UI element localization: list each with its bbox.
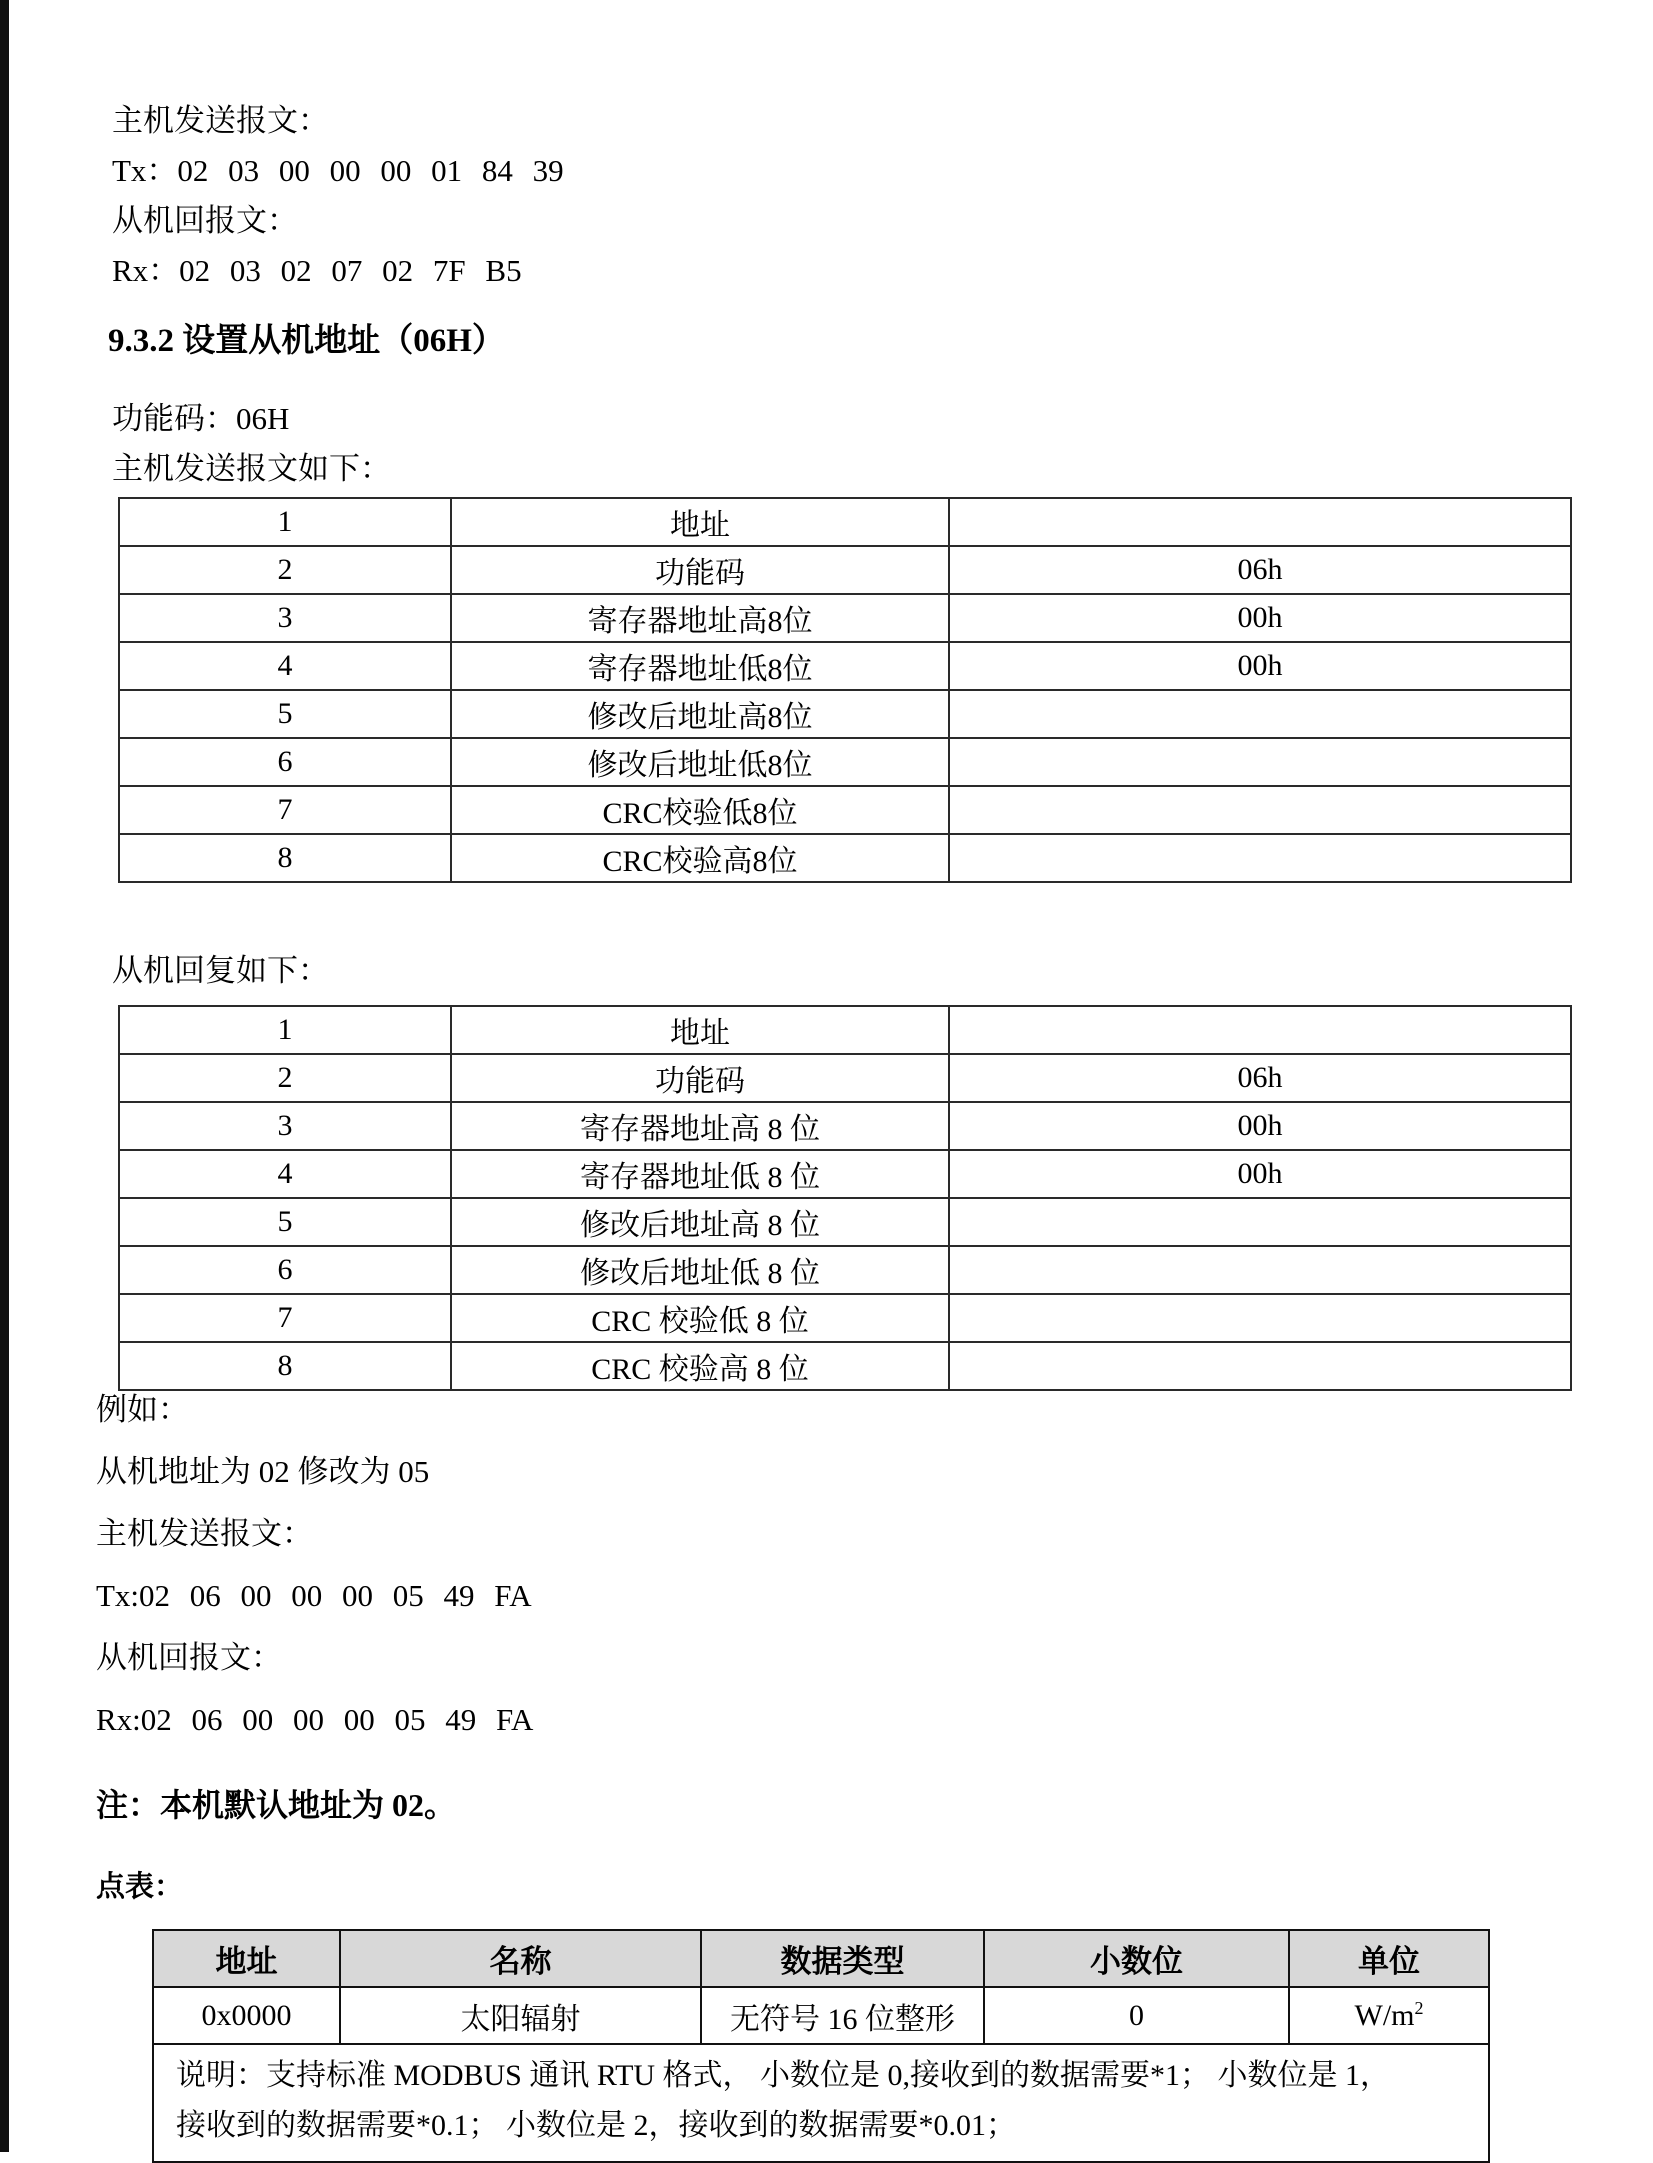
note-line-2: 接收到的数据需要*0.1； 小数位是 2，接收到的数据需要*0.01； bbox=[176, 2109, 1016, 2142]
byte-index: 5 bbox=[119, 1198, 451, 1246]
field-value bbox=[949, 498, 1571, 546]
byte-index: 2 bbox=[119, 546, 451, 594]
table-row bbox=[119, 690, 1571, 738]
field-name: 地址 bbox=[451, 498, 949, 546]
intro-slave-reply-label: 从机回报文： bbox=[112, 203, 298, 238]
header-decimals: 小数位 bbox=[984, 1930, 1289, 1987]
intro-master-send-label: 主机发送报文： bbox=[112, 103, 329, 138]
register-data-type: 无符号 16 位整形 bbox=[701, 1987, 984, 2044]
byte-index: 6 bbox=[119, 738, 451, 786]
example-slave-reply-label: 从机回报文： bbox=[96, 1640, 282, 1675]
field-value: 00h bbox=[949, 642, 1571, 690]
table-row bbox=[119, 1102, 1571, 1150]
byte-index: 7 bbox=[119, 786, 451, 834]
register-address: 0x0000 bbox=[153, 1987, 340, 2044]
field-value bbox=[949, 834, 1571, 882]
section-heading: 9.3.2 设置从机地址（06H） bbox=[108, 323, 505, 359]
field-name: CRC校验高8位 bbox=[451, 834, 949, 882]
field-value bbox=[949, 738, 1571, 786]
point-table-label: 点表： bbox=[96, 1871, 184, 1903]
table-row bbox=[119, 1054, 1571, 1102]
table-row bbox=[119, 1006, 1571, 1054]
intro-block bbox=[112, 96, 564, 296]
table-row bbox=[119, 642, 1571, 690]
field-value: 06h bbox=[949, 546, 1571, 594]
field-value bbox=[949, 1294, 1571, 1342]
field-name: 修改后地址高 8 位 bbox=[451, 1198, 949, 1246]
field-name: 寄存器地址高 8 位 bbox=[451, 1102, 949, 1150]
unit-base: W/m bbox=[1354, 1999, 1415, 2032]
byte-index: 5 bbox=[119, 690, 451, 738]
table-row bbox=[119, 1294, 1571, 1342]
byte-index: 4 bbox=[119, 1150, 451, 1198]
byte-index: 7 bbox=[119, 1294, 451, 1342]
header-unit: 单位 bbox=[1289, 1930, 1489, 1987]
point-table bbox=[152, 1929, 1490, 2163]
default-address-note: 注：本机默认地址为 02。 bbox=[96, 1787, 457, 1823]
field-name: 修改后地址高8位 bbox=[451, 690, 949, 738]
field-name: 功能码 bbox=[451, 1054, 949, 1102]
byte-index: 2 bbox=[119, 1054, 451, 1102]
field-value bbox=[949, 1342, 1571, 1390]
table-row bbox=[119, 738, 1571, 786]
byte-index: 8 bbox=[119, 834, 451, 882]
field-name: 地址 bbox=[451, 1006, 949, 1054]
byte-index: 6 bbox=[119, 1246, 451, 1294]
function-code-block bbox=[112, 394, 391, 494]
field-value: 00h bbox=[949, 1150, 1571, 1198]
field-value bbox=[949, 1246, 1571, 1294]
table-row bbox=[119, 594, 1571, 642]
point-table-data-row bbox=[153, 1987, 1489, 2044]
field-name: 寄存器地址低 8 位 bbox=[451, 1150, 949, 1198]
example-label: 例如： bbox=[96, 1392, 189, 1427]
byte-index: 3 bbox=[119, 594, 451, 642]
field-name: CRC 校验低 8 位 bbox=[451, 1294, 949, 1342]
slave-reply-table-label: 从机回复如下： bbox=[112, 953, 329, 988]
example-master-send-label: 主机发送报文： bbox=[96, 1516, 313, 1551]
table-row bbox=[119, 1246, 1571, 1294]
field-name: CRC 校验高 8 位 bbox=[451, 1342, 949, 1390]
field-value: 00h bbox=[949, 594, 1571, 642]
field-name: 修改后地址低 8 位 bbox=[451, 1246, 949, 1294]
note-line-1: 说明：支持标准 MODBUS 通讯 RTU 格式， 小数位是 0,接收到的数据需要*1； 小数位是 1， bbox=[176, 2059, 1391, 2092]
example-description: 从机地址为 02 修改为 05 bbox=[96, 1454, 430, 1489]
table-row bbox=[119, 1342, 1571, 1390]
example-rx-frame: Rx:02 06 00 00 00 05 49 FA bbox=[96, 1702, 534, 1737]
intro-rx-frame: Rx：02 03 02 07 02 7F B5 bbox=[112, 253, 522, 288]
table-row bbox=[119, 1198, 1571, 1246]
master-send-table-label: 主机发送报文如下： bbox=[112, 451, 391, 486]
byte-index: 4 bbox=[119, 642, 451, 690]
header-address: 地址 bbox=[153, 1930, 340, 1987]
header-name: 名称 bbox=[340, 1930, 701, 1987]
slave-reply-table bbox=[118, 1005, 1572, 1391]
byte-index: 1 bbox=[119, 1006, 451, 1054]
header-data-type: 数据类型 bbox=[701, 1930, 984, 1987]
table-row bbox=[119, 1150, 1571, 1198]
field-value bbox=[949, 1198, 1571, 1246]
byte-index: 3 bbox=[119, 1102, 451, 1150]
example-tx-frame: Tx:02 06 00 00 00 05 49 FA bbox=[96, 1578, 532, 1613]
table-row bbox=[119, 498, 1571, 546]
field-name: CRC校验低8位 bbox=[451, 786, 949, 834]
field-name: 寄存器地址低8位 bbox=[451, 642, 949, 690]
function-code: 功能码：06H bbox=[112, 401, 290, 436]
register-name: 太阳辐射 bbox=[340, 1987, 701, 2044]
table-row bbox=[119, 786, 1571, 834]
byte-index: 8 bbox=[119, 1342, 451, 1390]
intro-tx-frame: Tx：02 03 00 00 00 01 84 39 bbox=[112, 153, 564, 188]
table-row bbox=[119, 834, 1571, 882]
field-name: 功能码 bbox=[451, 546, 949, 594]
field-name: 修改后地址低8位 bbox=[451, 738, 949, 786]
field-value: 00h bbox=[949, 1102, 1571, 1150]
register-unit bbox=[1289, 1987, 1489, 2044]
point-table-note-row bbox=[153, 2044, 1489, 2162]
field-value: 06h bbox=[949, 1054, 1571, 1102]
unit-superscript: 2 bbox=[1414, 1998, 1424, 2018]
field-name: 寄存器地址高8位 bbox=[451, 594, 949, 642]
field-value bbox=[949, 786, 1571, 834]
example-block bbox=[96, 1391, 533, 1739]
table-row bbox=[119, 546, 1571, 594]
field-value bbox=[949, 690, 1571, 738]
master-send-table bbox=[118, 497, 1572, 883]
register-decimals: 0 bbox=[984, 1987, 1289, 2044]
scan-edge-artifact bbox=[0, 0, 9, 2152]
byte-index: 1 bbox=[119, 498, 451, 546]
field-value bbox=[949, 1006, 1571, 1054]
point-table-note bbox=[153, 2044, 1489, 2162]
point-table-header-row bbox=[153, 1930, 1489, 1987]
